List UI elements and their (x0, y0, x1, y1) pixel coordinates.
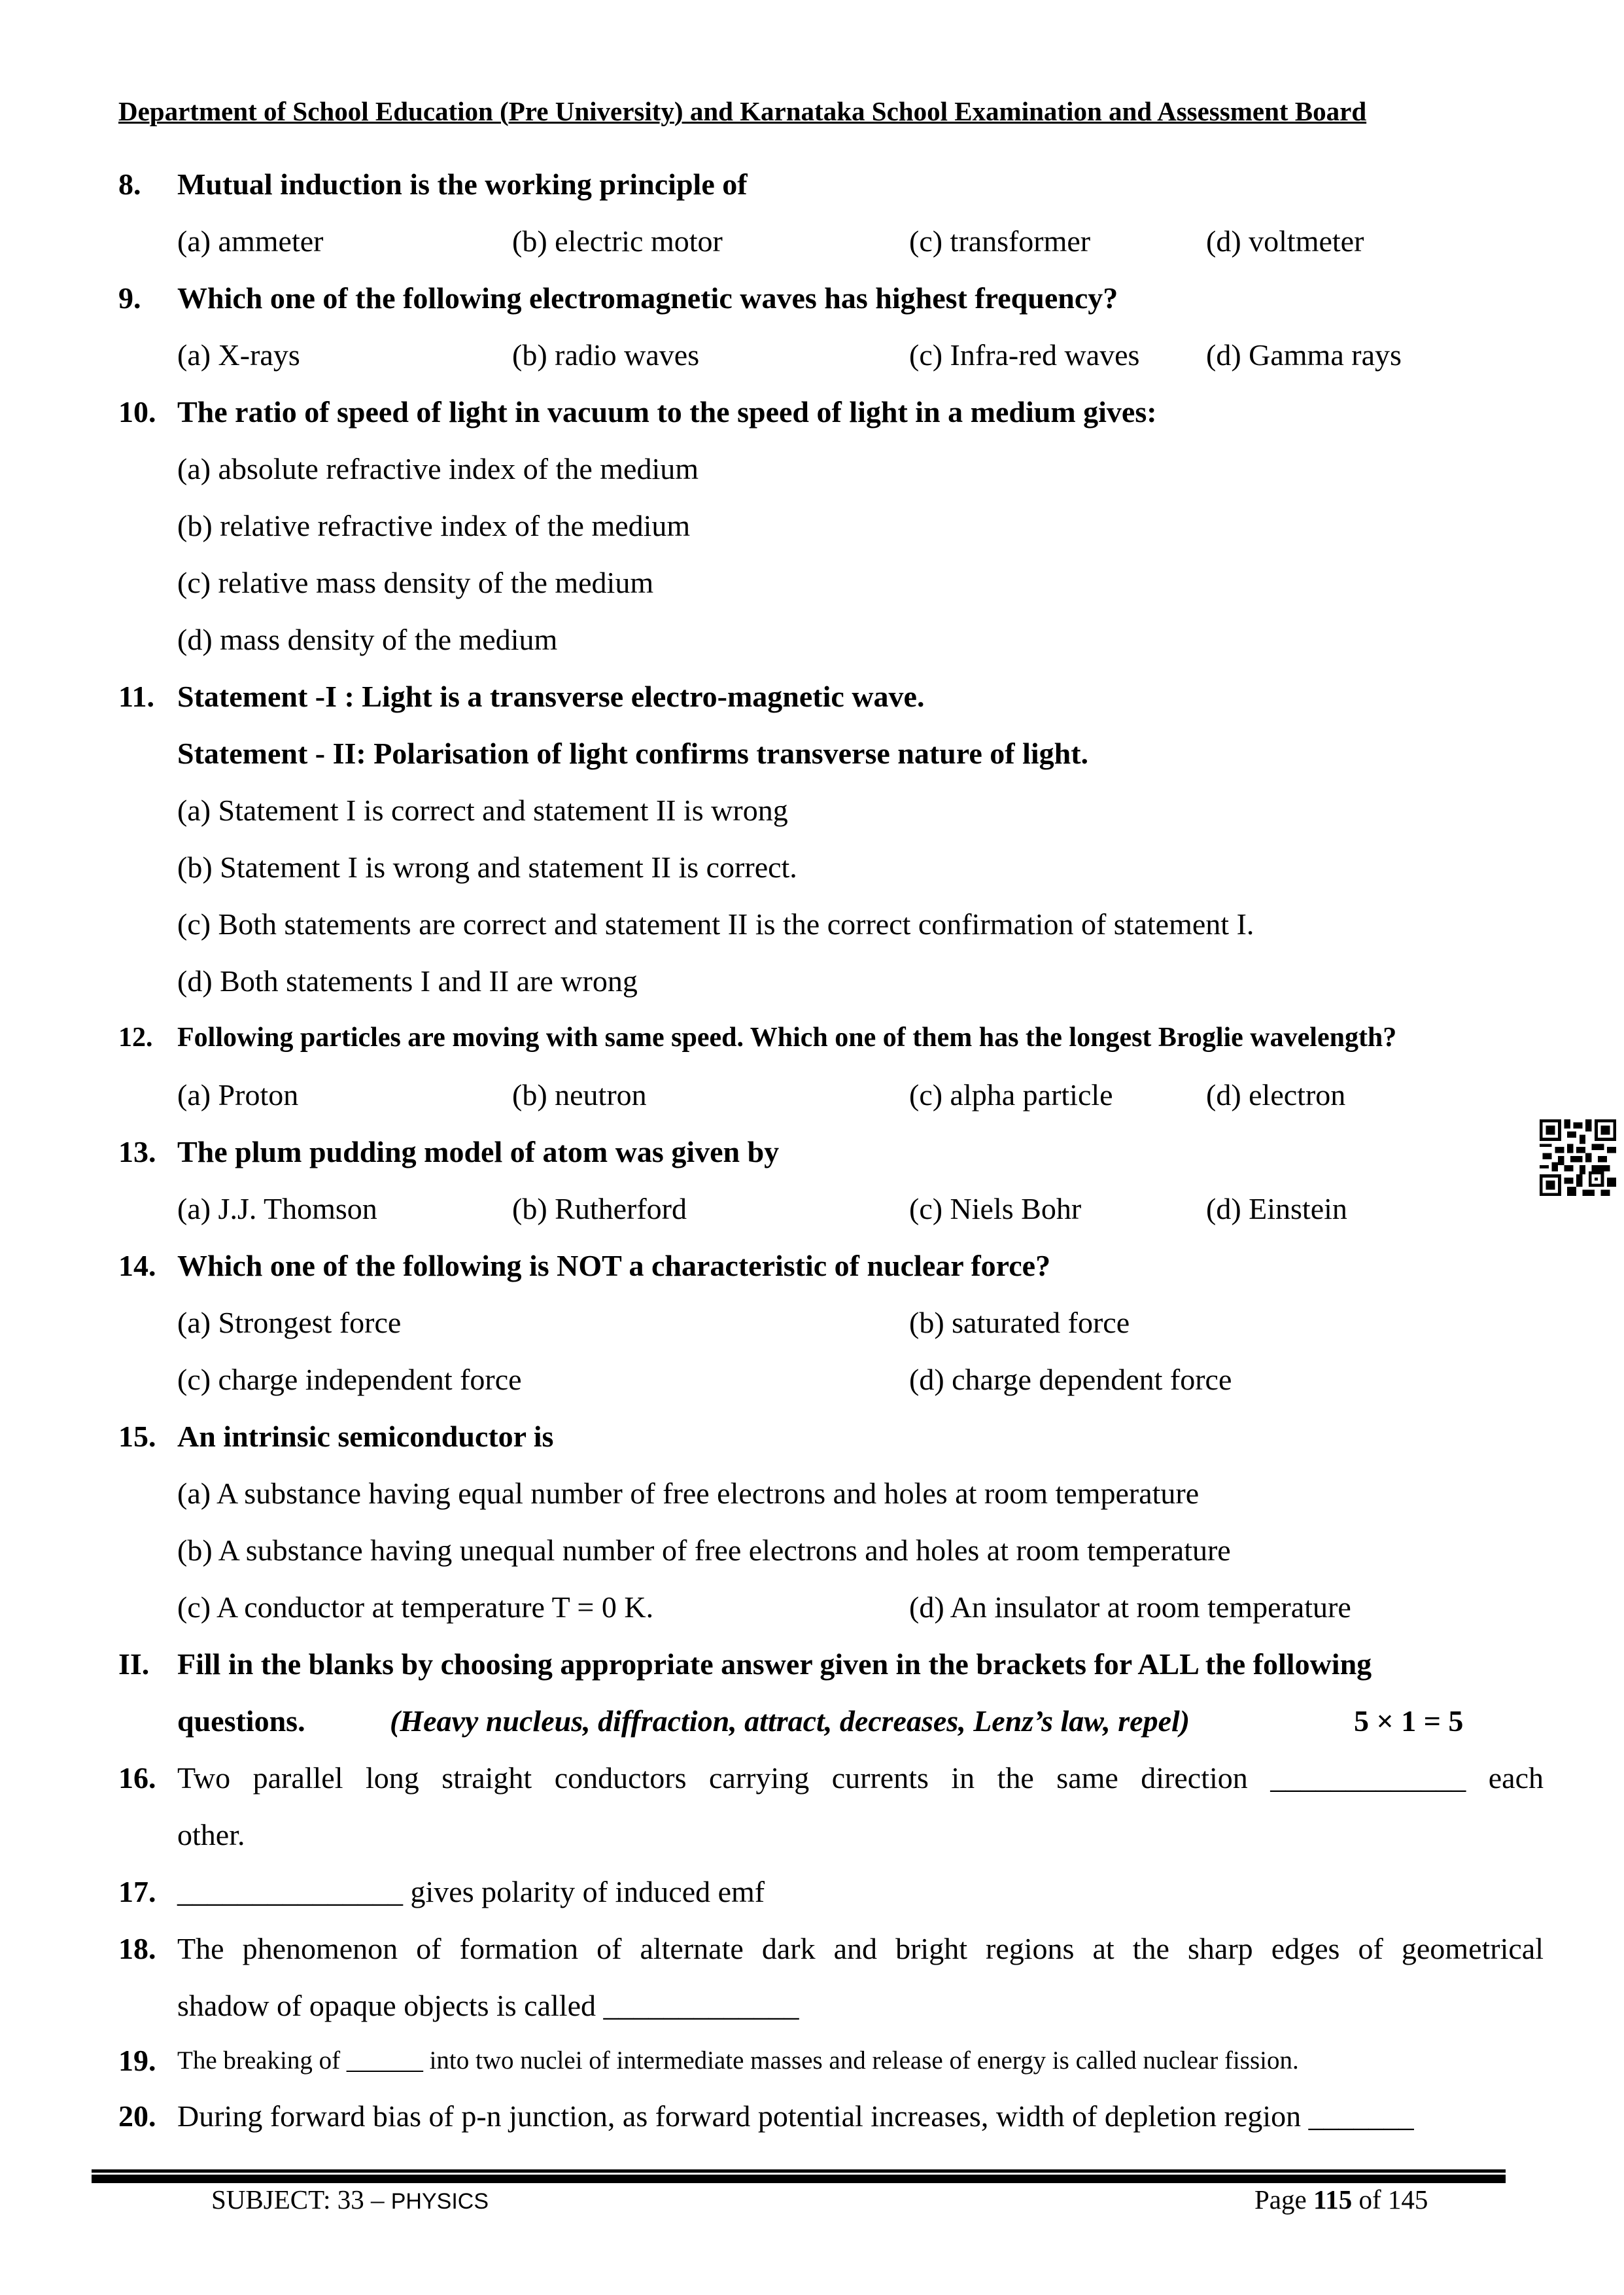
question-text: Two parallel long straight conductors carrying currents in the same direction _____________ each (177, 1761, 1544, 1795)
options-row (0, 1579, 1624, 1636)
question-number: 11. (118, 680, 154, 713)
options-row (0, 1180, 1624, 1237)
question-number: 13. (118, 1135, 156, 1168)
page-total: 145 (1387, 2184, 1428, 2215)
section-2-heading (0, 1636, 1624, 1692)
question-text: The phenomenon of formation of alternate dark and bright regions at the sharp edges of geometrical (177, 1932, 1544, 1965)
footer-divider-thin (92, 2169, 1506, 2173)
question-number: 20. (118, 2099, 156, 2133)
statement-2: Statement - II: Polarisation of light confirms transverse nature of light. (177, 737, 1089, 770)
question-text: The plum pudding model of atom was given by (177, 1135, 780, 1168)
question-text: Which one of the following is NOT a characteristic of nuclear force? (177, 1249, 1051, 1282)
question-text: Mutual induction is the working principle of (177, 167, 748, 201)
options-row (0, 326, 1624, 383)
question-text: During forward bias of p-n junction, as forward potential increases, width of depletion region _______ (177, 2099, 1414, 2133)
footer-divider-thick (92, 2175, 1506, 2183)
page-of: of (1358, 2184, 1381, 2215)
qr-code-icon[interactable] (1540, 1119, 1616, 1196)
option-d: (d) An insulator at room temperature (909, 1590, 1351, 1624)
option-d: (d) Einstein (1206, 1192, 1347, 1225)
option-c: (c) charge independent force (177, 1363, 522, 1396)
option-c (0, 896, 1624, 953)
option-a: (a) Strongest force (177, 1306, 402, 1339)
question-15 (0, 1408, 1624, 1465)
question-17 (0, 1863, 1624, 1920)
question-text: _______________ gives polarity of induced emf (177, 1875, 765, 1908)
footer-subject (211, 2184, 489, 2215)
question-text: An intrinsic semiconductor is (177, 1420, 554, 1453)
question-number: 12. (118, 1023, 153, 1053)
option-d (0, 953, 1624, 1009)
option-c: (c) transformer (909, 224, 1091, 258)
option-a: (a) J.J. Thomson (177, 1192, 377, 1225)
question-number: 18. (118, 1932, 156, 1965)
option-d: (d) Gamma rays (1206, 338, 1402, 372)
page-label: Page (1254, 2184, 1307, 2215)
section-number: II. (118, 1647, 150, 1681)
question-12 (0, 1009, 1624, 1066)
page-current: 115 (1313, 2184, 1353, 2215)
option-a (0, 782, 1624, 839)
subject-code: SUBJECT: 33 – (211, 2184, 385, 2215)
question-number: 8. (118, 167, 141, 201)
option-a (0, 440, 1624, 497)
option-text: (a) absolute refractive index of the medium (177, 452, 699, 485)
option-d: (d) charge dependent force (909, 1363, 1232, 1396)
option-b: (b) neutron (512, 1078, 647, 1112)
question-19 (0, 2034, 1624, 2088)
question-18 (0, 1920, 1624, 1977)
option-b: (b) saturated force (909, 1306, 1130, 1339)
option-b (0, 1522, 1624, 1579)
question-14 (0, 1237, 1624, 1294)
footer-page-number (1254, 2184, 1428, 2215)
statement-2-row (0, 725, 1624, 782)
subject-name: PHYSICS (390, 2189, 489, 2214)
options-row (0, 1351, 1624, 1408)
question-13 (0, 1123, 1624, 1180)
option-d: (d) electron (1206, 1078, 1346, 1112)
question-20 (0, 2088, 1624, 2145)
question-10 (0, 383, 1624, 440)
question-number: 9. (118, 281, 141, 315)
option-text: (b) A substance having unequal number of free electrons and holes at room temperature (177, 1533, 1231, 1567)
option-c: (c) A conductor at temperature T = 0 K. (177, 1590, 654, 1624)
option-c: (c) Niels Bohr (909, 1192, 1082, 1225)
answer-choices: (Heavy nucleus, diffraction, attract, decreases, Lenz’s law, repel) (390, 1704, 1190, 1738)
question-text: The breaking of ______ into two nuclei of intermediate masses and release of energy is called nuclear fission. (177, 2046, 1299, 2075)
question-text-cont: other. (177, 1818, 245, 1851)
option-b: (b) electric motor (512, 224, 723, 258)
question-text: The ratio of speed of light in vacuum to the speed of light in a medium gives: (177, 395, 1157, 429)
board-header: Department of School Education (Pre University) and Karnataka School Examination and Assessment Board (118, 96, 1367, 126)
option-a: (a) ammeter (177, 224, 324, 258)
option-text: (d) Both statements I and II are wrong (177, 964, 638, 998)
section-marks: 5 × 1 = 5 (1354, 1704, 1464, 1738)
option-b: (b) radio waves (512, 338, 700, 372)
option-a (0, 1465, 1624, 1522)
question-8 (0, 156, 1624, 213)
option-c: (c) alpha particle (909, 1078, 1113, 1112)
option-b: (b) Rutherford (512, 1192, 687, 1225)
question-number: 15. (118, 1420, 156, 1453)
option-text: (a) A substance having equal number of free electrons and holes at room temperature (177, 1477, 1200, 1510)
question-number: 19. (118, 2044, 156, 2077)
question-16 (0, 1749, 1624, 1806)
question-number: 16. (118, 1761, 156, 1795)
question-list (0, 156, 1624, 2145)
options-row (0, 1066, 1624, 1123)
question-text-cont: shadow of opaque objects is called _____________ (177, 1989, 799, 2022)
option-text: (a) Statement I is correct and statement II is wrong (177, 794, 788, 827)
option-c (0, 554, 1624, 611)
option-a: (a) X-rays (177, 338, 300, 372)
option-b (0, 497, 1624, 554)
section-2-heading-cont (0, 1692, 1624, 1749)
option-c: (c) Infra-red waves (909, 338, 1140, 372)
option-d: (d) voltmeter (1206, 224, 1364, 258)
question-text: Which one of the following electromagnetic waves has highest frequency? (177, 281, 1118, 315)
option-a: (a) Proton (177, 1078, 299, 1112)
option-text: (c) relative mass density of the medium (177, 566, 654, 599)
section-instruction: Fill in the blanks by choosing appropriate answer given in the brackets for ALL the following (177, 1647, 1372, 1681)
options-row (0, 213, 1624, 270)
question-18-cont (0, 1977, 1624, 2034)
option-b (0, 839, 1624, 896)
option-text: (d) mass density of the medium (177, 623, 558, 656)
question-11 (0, 668, 1624, 725)
statement-1: Statement -I : Light is a transverse electro-magnetic wave. (177, 680, 925, 713)
option-text: (c) Both statements are correct and statement II is the correct confirmation of statement I. (177, 907, 1254, 941)
options-row (0, 1294, 1624, 1351)
question-number: 14. (118, 1249, 156, 1282)
option-d (0, 611, 1624, 668)
question-number: 10. (118, 395, 156, 429)
option-text: (b) Statement I is wrong and statement II is correct. (177, 850, 797, 884)
question-16-cont (0, 1806, 1624, 1863)
option-text: (b) relative refractive index of the medium (177, 509, 691, 542)
question-9 (0, 270, 1624, 326)
section-instruction-cont: questions. (177, 1704, 305, 1738)
question-text: Following particles are moving with same speed. Which one of them has the longest Broglie wavelength? (177, 1023, 1397, 1053)
question-number: 17. (118, 1875, 156, 1908)
